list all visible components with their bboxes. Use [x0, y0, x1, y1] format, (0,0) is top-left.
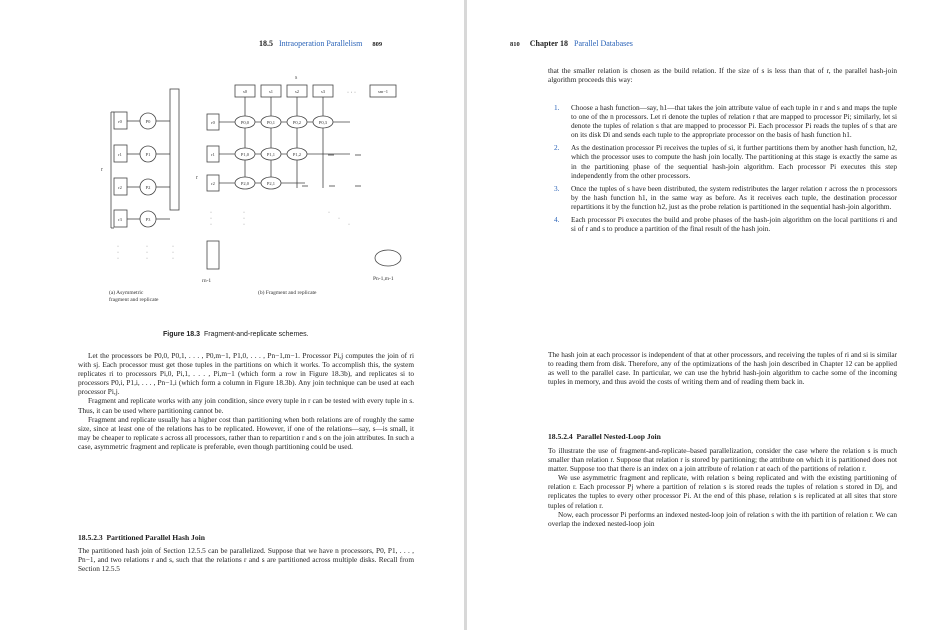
left-body-text-2 [78, 546, 414, 573]
svg-text:r2: r2 [211, 181, 215, 186]
figure-18-3 [100, 68, 420, 313]
svg-text:·: · [146, 244, 148, 250]
paragraph: Fragment and replicate usually has a higher cost than partitioning when both relations are of roughly the same size, since at least one of the relations has to be replicated. However, if one of the relations—say, s—is small, it may be cheaper to replicate s across all processors, rather than to repartition r and s on the join attributes. In such a case, asymmetric fragment and replicate is preferable, even though partitioning could be used. [78, 414, 414, 451]
svg-text:s2: s2 [294, 89, 300, 94]
svg-text:P1,2: P1,2 [292, 152, 302, 157]
svg-text:r: r [196, 175, 198, 181]
svg-text:P0,1: P0,1 [266, 120, 276, 125]
algorithm-steps [554, 103, 897, 237]
svg-text:·: · [172, 256, 174, 262]
bottom-p-label: Pn-1,m-1 [373, 276, 394, 282]
svg-text:r2: r2 [118, 185, 122, 190]
svg-text:·: · [117, 250, 119, 256]
svg-text:s3: s3 [320, 89, 326, 94]
svg-text:r0: r0 [211, 120, 215, 125]
svg-text:P2: P2 [145, 185, 151, 190]
fragment-replicate-diagram [100, 68, 420, 313]
svg-text:·: · [243, 222, 245, 228]
left-body-text [78, 351, 414, 451]
svg-text:r3: r3 [118, 217, 122, 222]
right-page-number: 810 [510, 41, 520, 48]
svg-text:·: · [338, 216, 340, 222]
svg-text:·: · [117, 256, 119, 262]
svg-text:·: · [117, 244, 119, 250]
step-item: 3. Once the tuples of s have been distributed, the system redistributes the larger relation r across the n processors by the hash function h1, in the same way as before. As it receives each tuple, the destination processor repartitions it by the function h2, just as the probe relation is partitioned in the sequential hash-join algorithm. [554, 183, 897, 211]
paragraph: We use asymmetric fragment and replicate, with relation s being replicated and with the existing partitioning of relation r. Each processor Pj where a partition of relation s is stored reads the tuples of relation s stored in Dj, and replicates the tuples to every other processor Pi. At the end of this phase, relation s is replicated at all sites that store tuples of relation r. [548, 473, 897, 510]
svg-text:·: · [348, 222, 350, 228]
svg-text:P3: P3 [145, 217, 151, 222]
subsection-heading-right: 18.5.2.4 Parallel Nested-Loop Join [548, 432, 661, 441]
section-title: Intraoperation Parallelism [279, 39, 363, 48]
right-body-text: The hash join at each processor is independent of that at other processors, and receiving the tuples of ri and si is similar to reading them from disk. Therefore, any of the optimizations of the hash join described in Chapter 12 can be applied as well to the parallel case. In particular, we can use the hybrid hash-join algorithm to cache some of the incoming tuples in memory, and thus avoid the costs of writing them and of reading them back in. [548, 350, 897, 387]
svg-text:P0,3: P0,3 [318, 120, 328, 125]
left-running-header [259, 39, 382, 48]
svg-text:s0: s0 [242, 89, 248, 94]
svg-text:·: · [210, 222, 212, 228]
svg-text:P0: P0 [145, 119, 151, 124]
step-item: 2. As the destination processor Pi receives the tuples of si, it further partitions them by another hash function, h2, which the processor uses to compute the hash join locally. The partitioning at this stage is exactly the same as in the partitioning phase of the sequential hash-join algorithm. Each processor Pi executes this step independently from the other processors. [554, 143, 897, 180]
svg-text:· · ·: · · · [347, 90, 356, 96]
svg-text:P0,0: P0,0 [240, 120, 250, 125]
paragraph: Fragment and replicate works with any join condition, since every tuple in r can be tested with every tuple in s. Thus, it can be used where partitioning cannot be. [78, 396, 414, 415]
svg-text:·: · [243, 216, 245, 222]
svg-text:r: r [101, 167, 103, 173]
paragraph: Now, each processor Pi performs an indexed nested-loop join of relation s with the ith partition of relation r. We can overlap the indexed nested-loop join [548, 509, 897, 528]
chapter-title: Parallel Databases [574, 39, 633, 48]
svg-text:·: · [243, 210, 245, 216]
svg-text:r1: r1 [211, 152, 215, 157]
bottom-r-label: rn-1 [202, 278, 212, 284]
paragraph: To illustrate the use of fragment-and-replicate–based parallelization, consider the case where the relation s is much smaller than relation r. Suppose that relation r is stored by partitioning; the attribute on which it is partitioned does not matter. Suppose too that there is an index on a join attribute of relation r at each of the partitions of relation r. [548, 446, 897, 474]
svg-text:·: · [210, 210, 212, 216]
subcaption-b: (b) Fragment and replicate [258, 290, 317, 296]
section-number: 18.5 [259, 39, 273, 48]
subsection-heading: 18.5.2.3 Partitioned Parallel Hash Join [78, 533, 205, 542]
right-body-text-2 [548, 446, 897, 528]
svg-text:P1,1: P1,1 [266, 152, 276, 157]
right-page [467, 0, 932, 630]
left-page-number: 809 [372, 41, 383, 48]
svg-text:·: · [172, 244, 174, 250]
subcaption-a: (a) Asymmetric fragment and replicate [109, 290, 159, 303]
svg-text:P0,2: P0,2 [292, 120, 302, 125]
svg-text:·: · [146, 256, 148, 262]
svg-text:sm−1: sm−1 [377, 89, 389, 94]
right-running-header [510, 39, 633, 48]
svg-text:P2,0: P2,0 [240, 181, 250, 186]
svg-text:P1,0: P1,0 [240, 152, 250, 157]
right-intro: that the smaller relation is chosen as the build relation. If the size of s is less than that of r, the parallel hash-join algorithm proceeds this way: [548, 66, 897, 85]
svg-text:·: · [146, 250, 148, 256]
svg-text:r0: r0 [118, 119, 122, 124]
svg-text:·: · [210, 216, 212, 222]
svg-text:·: · [172, 250, 174, 256]
s-relation-bar [170, 89, 179, 210]
figure-caption: Figure 18.3 Fragment-and-replicate schemes. [163, 331, 309, 338]
step-item: 4. Each processor Pi executes the build and probe phases of the hash-join algorithm on the local partitions ri and si of r and s to produce a partition of the final result of the hash join. [554, 215, 897, 234]
chapter-label: Chapter 18 [529, 39, 569, 48]
svg-text:s1: s1 [268, 89, 274, 94]
svg-text:r1: r1 [118, 152, 122, 157]
paragraph: Let the processors be P0,0, P0,1, . . . , P0,m−1, P1,0, . . . , Pn−1,m−1. Processor Pi,j computes the join of ri with sj. Each processor must get those tuples in the partitions on which it works. To accomplish this, the system replicates ri to processors Pi,0, Pi,1, . . . , Pi,m−1 (which form a row in Figure 18.3b), and replicates si to processors P0,i, P1,i, . . . , Pn−1,i (which form a column in Figure 18.3b). Any join technique can be used at each processor Pi,j. [78, 351, 414, 397]
svg-text:P2,1: P2,1 [266, 181, 276, 186]
svg-text:P1: P1 [145, 152, 151, 157]
svg-text:·: · [328, 210, 330, 216]
paragraph: The partitioned hash join of Section 12.5.5 can be parallelized. Suppose that we have n processors, P0, P1, . . . , Pn−1, and two relations r and s, such that the relations r and s are partitioned across multiple disks. Recall from Section 12.5.5 [78, 546, 414, 574]
svg-text:s: s [295, 75, 298, 81]
last-processor [375, 250, 401, 266]
step-item: 1. Choose a hash function—say, h1—that takes the join attribute value of each tuple in r and s and maps the tuple to one of the n processors. Let ri denote the tuples of relation r that are mapped to processor Pi; similarly, let si denote the tuples of relation s that are mapped to processor Pi. Each processor Pi reads the tuples of s that are on its disk Di and sends each tuple to the appropriate processor on the basis of hash function h1. [554, 103, 897, 140]
